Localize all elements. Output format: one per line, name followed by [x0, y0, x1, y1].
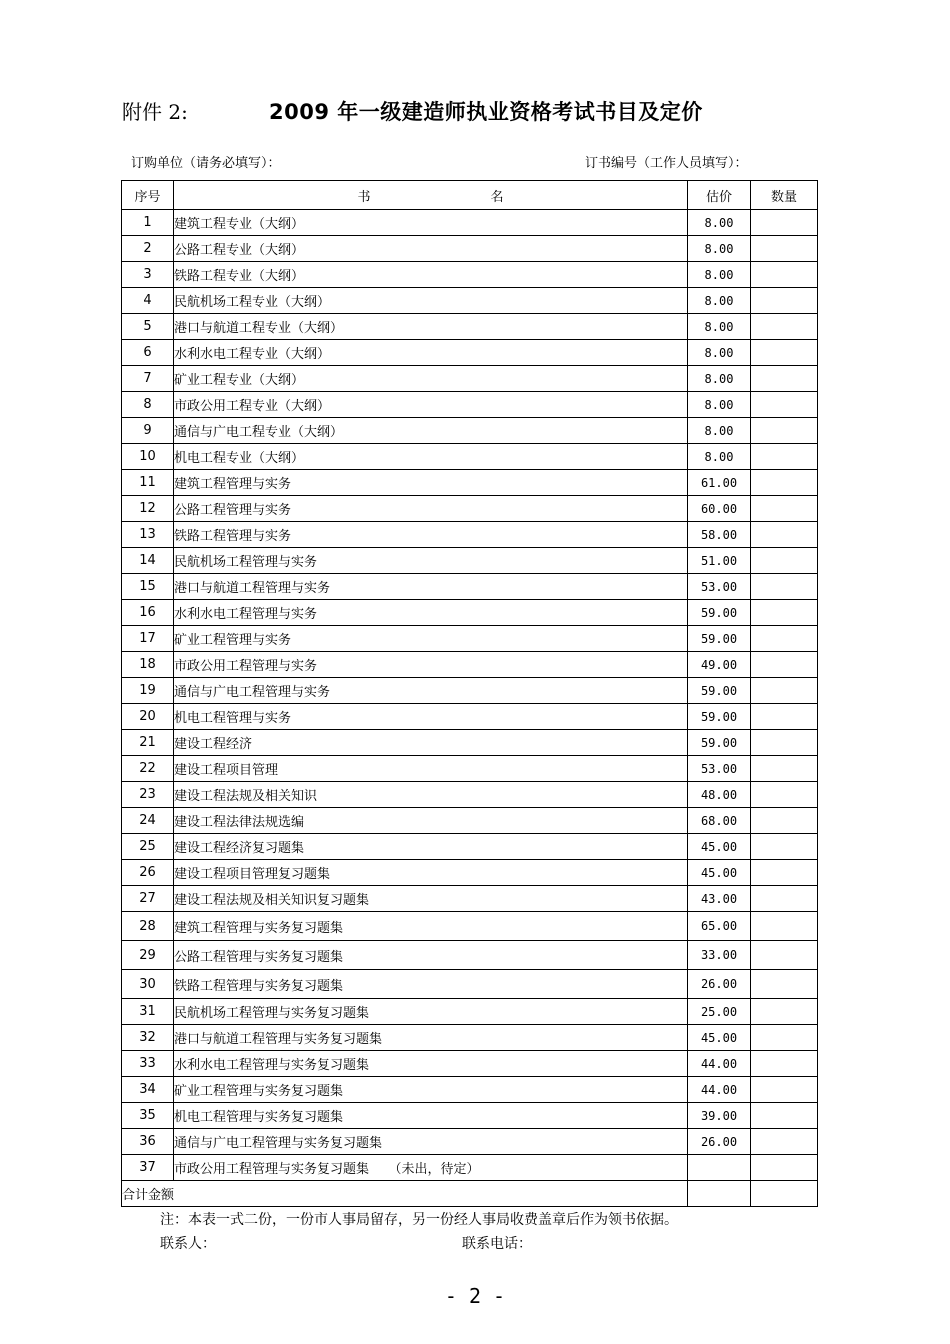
book-price: 53.00 — [688, 756, 751, 782]
contact-person-label: 联系人： — [160, 1236, 216, 1252]
table-row — [122, 730, 818, 756]
book-title: 港口与航道工程专业（大纲） — [174, 314, 688, 340]
quantity-cell[interactable] — [751, 444, 818, 470]
quantity-cell[interactable] — [751, 860, 818, 886]
table-row — [122, 970, 818, 999]
book-title: 机电工程管理与实务复习题集 — [174, 1103, 688, 1129]
book-title: 公路工程专业（大纲） — [174, 236, 688, 262]
row-number: 4 — [122, 288, 174, 314]
book-price: 8.00 — [688, 366, 751, 392]
book-title: 通信与广电工程专业（大纲） — [174, 418, 688, 444]
table-row — [122, 288, 818, 314]
book-title: 港口与航道工程管理与实务复习题集 — [174, 1025, 688, 1051]
quantity-cell[interactable] — [751, 340, 818, 366]
book-price: 59.00 — [688, 678, 751, 704]
row-number: 8 — [122, 392, 174, 418]
book-title: 通信与广电工程管理与实务复习题集 — [174, 1129, 688, 1155]
row-number: 9 — [122, 418, 174, 444]
table-row — [122, 704, 818, 730]
table-row — [122, 210, 818, 236]
book-price: 59.00 — [688, 600, 751, 626]
column-header-price: 估价 — [688, 181, 751, 210]
book-price: 58.00 — [688, 522, 751, 548]
table-row — [122, 314, 818, 340]
row-number: 36 — [122, 1129, 174, 1155]
row-number: 18 — [122, 652, 174, 678]
table-row — [122, 652, 818, 678]
quantity-cell[interactable] — [751, 941, 818, 970]
quantity-cell[interactable] — [751, 236, 818, 262]
book-price: 8.00 — [688, 210, 751, 236]
quantity-cell[interactable] — [751, 756, 818, 782]
table-row — [122, 808, 818, 834]
table-row — [122, 1103, 818, 1129]
book-title: 矿业工程专业（大纲） — [174, 366, 688, 392]
page-number: - 2 - — [444, 1284, 506, 1308]
row-number: 19 — [122, 678, 174, 704]
book-title: 水利水电工程专业（大纲） — [174, 340, 688, 366]
quantity-cell[interactable] — [751, 262, 818, 288]
book-price: 59.00 — [688, 626, 751, 652]
book-title: 建设工程法规及相关知识 — [174, 782, 688, 808]
book-price: 45.00 — [688, 860, 751, 886]
book-title: 民航机场工程管理与实务 — [174, 548, 688, 574]
book-price: 8.00 — [688, 262, 751, 288]
book-title: 通信与广电工程管理与实务 — [174, 678, 688, 704]
row-number: 2 — [122, 236, 174, 262]
book-price — [688, 1155, 751, 1181]
quantity-cell[interactable] — [751, 678, 818, 704]
table-row — [122, 418, 818, 444]
book-price: 8.00 — [688, 314, 751, 340]
row-number: 25 — [122, 834, 174, 860]
book-price: 60.00 — [688, 496, 751, 522]
row-number: 22 — [122, 756, 174, 782]
quantity-cell[interactable] — [751, 470, 818, 496]
quantity-cell[interactable] — [751, 548, 818, 574]
table-row — [122, 626, 818, 652]
book-price: 25.00 — [688, 999, 751, 1025]
table-row — [122, 678, 818, 704]
book-title: 机电工程管理与实务 — [174, 704, 688, 730]
book-price: 44.00 — [688, 1051, 751, 1077]
table-row — [122, 912, 818, 941]
book-price: 65.00 — [688, 912, 751, 941]
book-price: 45.00 — [688, 834, 751, 860]
quantity-cell[interactable] — [751, 626, 818, 652]
table-body — [122, 210, 818, 1181]
book-price: 48.00 — [688, 782, 751, 808]
quantity-cell[interactable] — [751, 288, 818, 314]
row-number: 21 — [122, 730, 174, 756]
book-title: 矿业工程管理与实务 — [174, 626, 688, 652]
footnote: 注：本表一式二份，一份市人事局留存，另一份经人事局收费盖章后作为领书依据。 — [160, 1212, 678, 1228]
page-title: 2009 年一级建造师执业资格考试书目及定价 — [269, 100, 703, 124]
book-title: 水利水电工程管理与实务复习题集 — [174, 1051, 688, 1077]
book-title: 公路工程管理与实务复习题集 — [174, 941, 688, 970]
book-price: 8.00 — [688, 288, 751, 314]
book-price: 59.00 — [688, 730, 751, 756]
quantity-cell[interactable] — [751, 999, 818, 1025]
column-header-name-left: 书 — [357, 189, 371, 205]
quantity-cell[interactable] — [751, 1077, 818, 1103]
total-label: 合计金额 — [122, 1181, 688, 1207]
book-price: 8.00 — [688, 340, 751, 366]
table-row — [122, 340, 818, 366]
row-number: 23 — [122, 782, 174, 808]
quantity-cell[interactable] — [751, 496, 818, 522]
quantity-cell[interactable] — [751, 970, 818, 999]
table-row — [122, 574, 818, 600]
book-title: 建设工程项目管理复习题集 — [174, 860, 688, 886]
table-row — [122, 470, 818, 496]
table-row — [122, 941, 818, 970]
book-title: 公路工程管理与实务 — [174, 496, 688, 522]
table-row — [122, 1155, 818, 1181]
row-number: 17 — [122, 626, 174, 652]
order-unit-label: 订购单位（请务必填写）： — [131, 156, 281, 171]
quantity-cell[interactable] — [751, 600, 818, 626]
table-row — [122, 444, 818, 470]
book-title: 机电工程专业（大纲） — [174, 444, 688, 470]
table-row — [122, 1025, 818, 1051]
table-row — [122, 522, 818, 548]
quantity-cell[interactable] — [751, 314, 818, 340]
book-price: 8.00 — [688, 236, 751, 262]
quantity-cell[interactable] — [751, 210, 818, 236]
row-number: 15 — [122, 574, 174, 600]
book-price: 26.00 — [688, 970, 751, 999]
book-price: 61.00 — [688, 470, 751, 496]
order-number-label: 订书编号（工作人员填写）： — [585, 156, 748, 171]
quantity-cell[interactable] — [751, 418, 818, 444]
row-number: 10 — [122, 444, 174, 470]
row-number: 34 — [122, 1077, 174, 1103]
quantity-cell[interactable] — [751, 1155, 818, 1181]
table-row — [122, 886, 818, 912]
book-title: 建设工程法律法规选编 — [174, 808, 688, 834]
contact-phone-label: 联系电话： — [462, 1236, 532, 1252]
column-header-no: 序号 — [122, 181, 174, 210]
table-row — [122, 366, 818, 392]
quantity-cell[interactable] — [751, 574, 818, 600]
book-title: 建筑工程专业（大纲） — [174, 210, 688, 236]
row-number: 30 — [122, 970, 174, 999]
book-title: 民航机场工程专业（大纲） — [174, 288, 688, 314]
quantity-cell[interactable] — [751, 730, 818, 756]
book-price: 53.00 — [688, 574, 751, 600]
table-row — [122, 262, 818, 288]
table-row — [122, 834, 818, 860]
row-number: 12 — [122, 496, 174, 522]
quantity-cell[interactable] — [751, 1051, 818, 1077]
book-title: 矿业工程管理与实务复习题集 — [174, 1077, 688, 1103]
book-price: 33.00 — [688, 941, 751, 970]
table-row — [122, 548, 818, 574]
book-title: 建设工程经济 — [174, 730, 688, 756]
total-qty-cell[interactable] — [751, 1181, 818, 1207]
table-row — [122, 1051, 818, 1077]
book-title: 铁路工程管理与实务 — [174, 522, 688, 548]
book-title: 建设工程法规及相关知识复习题集 — [174, 886, 688, 912]
total-row — [122, 1181, 818, 1207]
table-row — [122, 756, 818, 782]
book-price: 51.00 — [688, 548, 751, 574]
row-number: 7 — [122, 366, 174, 392]
quantity-cell[interactable] — [751, 704, 818, 730]
quantity-cell[interactable] — [751, 808, 818, 834]
table-row — [122, 860, 818, 886]
quantity-cell[interactable] — [751, 834, 818, 860]
table-row — [122, 1077, 818, 1103]
attachment-label: 附件 2: — [122, 100, 188, 124]
quantity-cell[interactable] — [751, 912, 818, 941]
column-header-name — [174, 181, 688, 210]
book-title: 市政公用工程专业（大纲） — [174, 392, 688, 418]
row-number: 13 — [122, 522, 174, 548]
row-number: 1 — [122, 210, 174, 236]
row-number: 14 — [122, 548, 174, 574]
table-header-row — [122, 181, 818, 210]
row-number: 16 — [122, 600, 174, 626]
quantity-cell[interactable] — [751, 1025, 818, 1051]
total-amount-cell[interactable] — [688, 1181, 751, 1207]
book-price: 59.00 — [688, 704, 751, 730]
book-price: 44.00 — [688, 1077, 751, 1103]
row-number: 29 — [122, 941, 174, 970]
row-number: 6 — [122, 340, 174, 366]
book-price: 8.00 — [688, 418, 751, 444]
quantity-cell[interactable] — [751, 1103, 818, 1129]
table-row — [122, 782, 818, 808]
quantity-cell[interactable] — [751, 522, 818, 548]
table-row — [122, 1129, 818, 1155]
row-number: 31 — [122, 999, 174, 1025]
quantity-cell[interactable] — [751, 886, 818, 912]
table-row — [122, 236, 818, 262]
row-number: 28 — [122, 912, 174, 941]
book-title: 市政公用工程管理与实务 — [174, 652, 688, 678]
row-number: 5 — [122, 314, 174, 340]
book-title: 建筑工程管理与实务 — [174, 470, 688, 496]
book-price: 8.00 — [688, 392, 751, 418]
row-number: 35 — [122, 1103, 174, 1129]
row-number: 37 — [122, 1155, 174, 1181]
book-title: 建设工程项目管理 — [174, 756, 688, 782]
title-row — [122, 96, 822, 128]
book-title: 水利水电工程管理与实务 — [174, 600, 688, 626]
book-price: 26.00 — [688, 1129, 751, 1155]
book-price: 68.00 — [688, 808, 751, 834]
book-title: 铁路工程专业（大纲） — [174, 262, 688, 288]
column-header-name-right: 名 — [490, 189, 504, 205]
row-number: 27 — [122, 886, 174, 912]
book-title: 港口与航道工程管理与实务 — [174, 574, 688, 600]
row-number: 3 — [122, 262, 174, 288]
quantity-cell[interactable] — [751, 392, 818, 418]
book-order-table — [121, 180, 818, 1207]
table-row — [122, 496, 818, 522]
book-price: 8.00 — [688, 444, 751, 470]
book-price: 45.00 — [688, 1025, 751, 1051]
table-row — [122, 999, 818, 1025]
table-row — [122, 392, 818, 418]
quantity-cell[interactable] — [751, 366, 818, 392]
book-title: 建设工程经济复习题集 — [174, 834, 688, 860]
row-number: 32 — [122, 1025, 174, 1051]
row-number: 26 — [122, 860, 174, 886]
quantity-cell[interactable] — [751, 1129, 818, 1155]
row-number: 20 — [122, 704, 174, 730]
row-number: 11 — [122, 470, 174, 496]
quantity-cell[interactable] — [751, 782, 818, 808]
book-title: 市政公用工程管理与实务复习题集 （未出，待定） — [174, 1155, 688, 1181]
book-price: 39.00 — [688, 1103, 751, 1129]
table-row — [122, 600, 818, 626]
book-price: 43.00 — [688, 886, 751, 912]
quantity-cell[interactable] — [751, 652, 818, 678]
book-title: 民航机场工程管理与实务复习题集 — [174, 999, 688, 1025]
book-price: 49.00 — [688, 652, 751, 678]
row-number: 24 — [122, 808, 174, 834]
row-number: 33 — [122, 1051, 174, 1077]
book-title: 铁路工程管理与实务复习题集 — [174, 970, 688, 999]
book-title: 建筑工程管理与实务复习题集 — [174, 912, 688, 941]
column-header-qty: 数量 — [751, 181, 818, 210]
